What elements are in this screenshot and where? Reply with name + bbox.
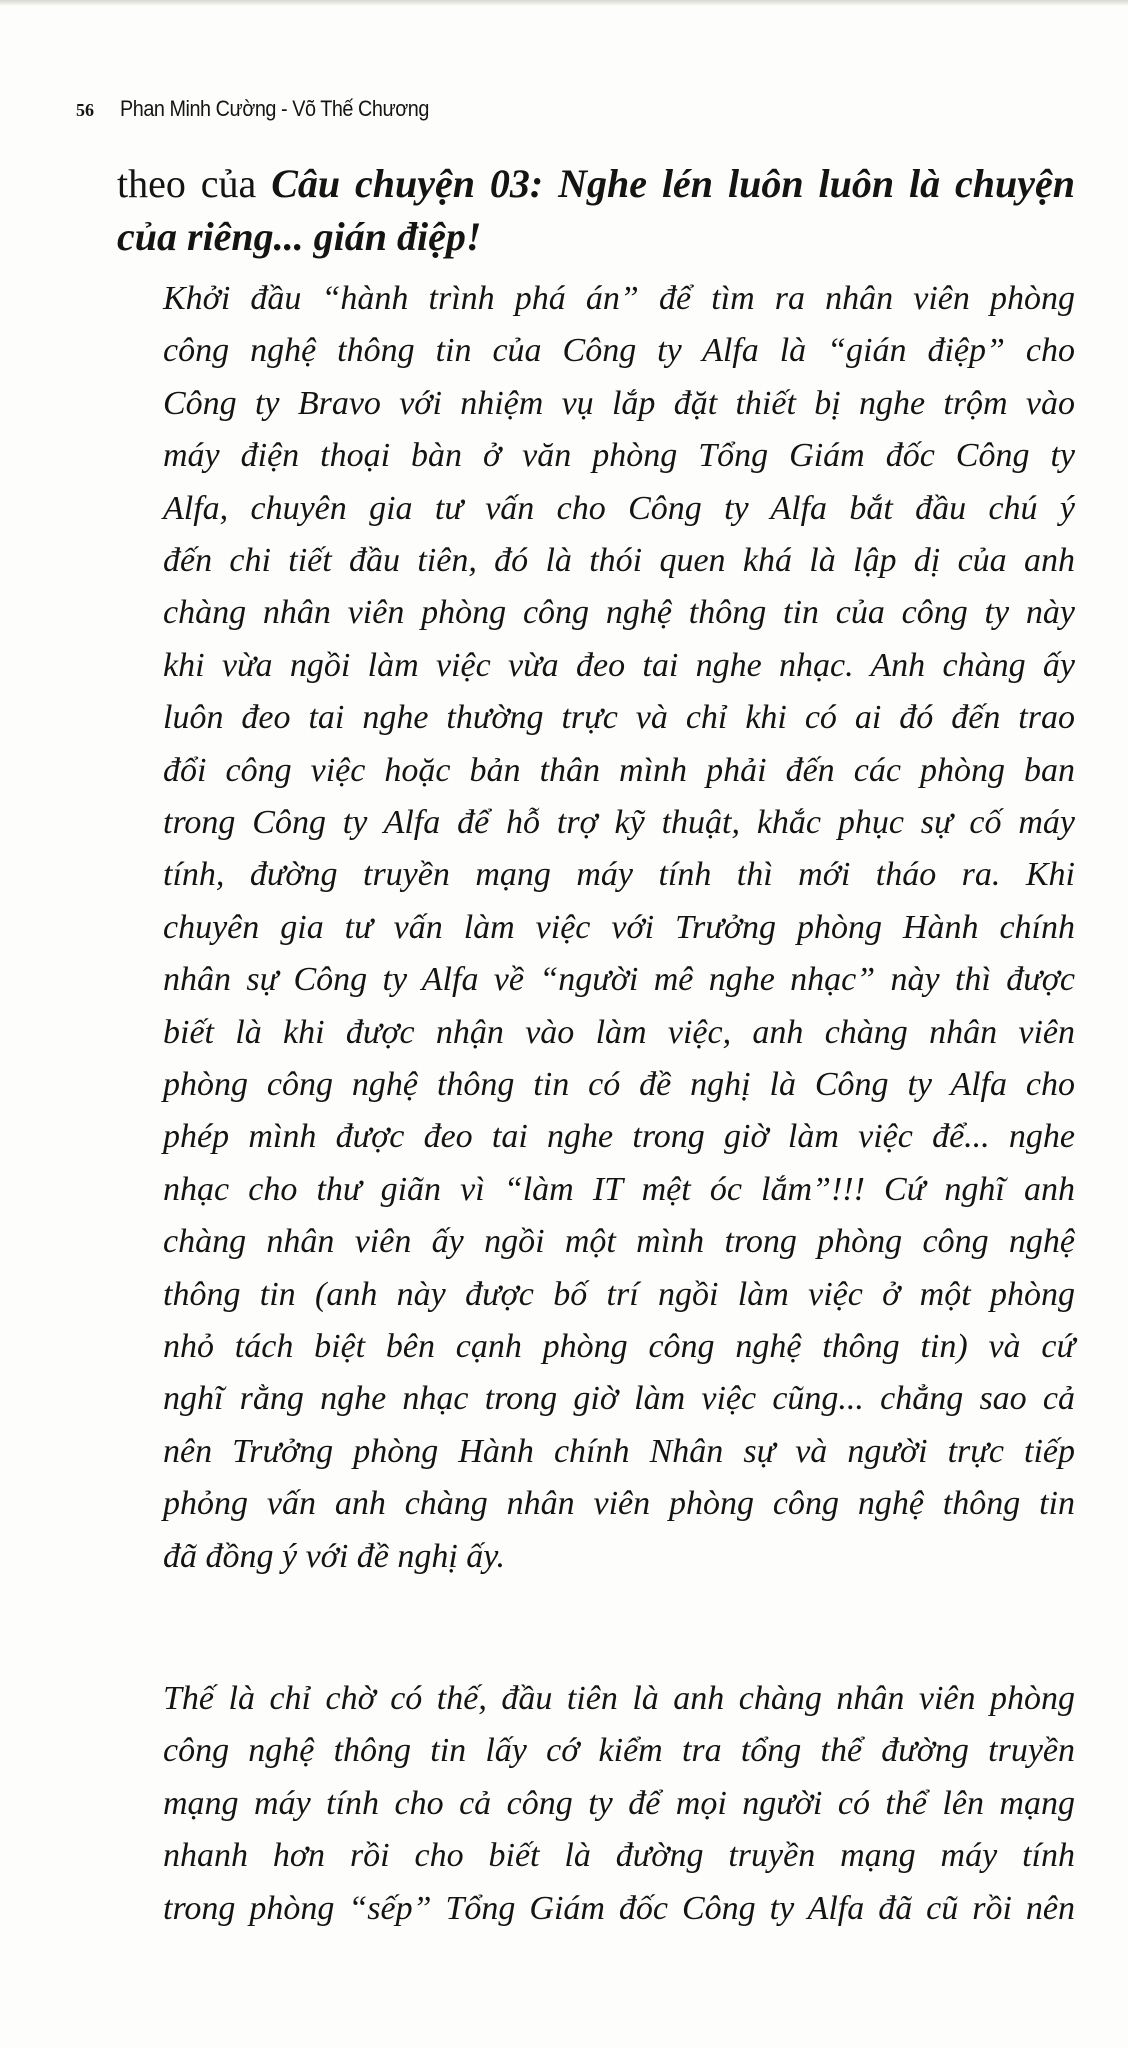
paragraph-1-line: đến chi tiết đầu tiên, đó là thói quen khá là lập dị của anh bbox=[163, 542, 1075, 579]
paragraph-1-line: chuyên gia tư vấn làm việc với Trưởng phòng Hành chính bbox=[163, 908, 1075, 946]
running-header bbox=[76, 96, 464, 122]
paragraph-1-line: nhân sự Công ty Alfa về “người mê nghe nhạc” này thì được bbox=[163, 961, 1075, 999]
paragraph-1-line: Alfa, chuyên gia tư vấn cho Công ty Alfa bắt đầu chú ý bbox=[163, 489, 1075, 527]
paragraph-2-line: mạng máy tính cho cả công ty để mọi người có thể lên mạng bbox=[163, 1784, 1075, 1822]
paragraph-2-line: nhanh hơn rồi cho biết là đường truyền mạng máy tính bbox=[163, 1837, 1075, 1875]
paragraph-2-line: trong phòng “sếp” Tổng Giám đốc Công ty Alfa đã cũ rồi nên bbox=[163, 1889, 1075, 1927]
paragraph-1-line: trong Công ty Alfa để hỗ trợ kỹ thuật, khắc phục sự cố máy bbox=[163, 804, 1075, 841]
paragraph-1-line: tính, đường truyền mạng máy tính thì mới tháo ra. Khi bbox=[163, 856, 1075, 894]
paragraph-1-line: biết là khi được nhận vào làm việc, anh chàng nhân viên bbox=[163, 1013, 1075, 1051]
paragraph-1-line: chàng nhân viên phòng công nghệ thông tin của công ty này bbox=[163, 594, 1075, 632]
paragraph-1-line: Khởi đầu “hành trình phá án” để tìm ra nhân viên phòng bbox=[163, 280, 1075, 317]
paragraph-1-line: phòng công nghệ thông tin có đề nghị là Công ty Alfa cho bbox=[163, 1066, 1075, 1103]
page-number: 56 bbox=[76, 100, 94, 120]
page-top-edge bbox=[0, 0, 1128, 6]
paragraph-1-line: khi vừa ngồi làm việc vừa đeo tai nghe nhạc. Anh chàng ấy bbox=[163, 646, 1075, 684]
story-title: Câu chuyện 03: Nghe lén luôn luôn là chuyện bbox=[271, 161, 1075, 206]
paragraph-1-line: nhỏ tách biệt bên cạnh phòng công nghệ thông tin) và cứ bbox=[163, 1328, 1075, 1365]
paragraph-1-line: phỏng vấn anh chàng nhân viên phòng công nghệ thông tin bbox=[163, 1485, 1075, 1523]
header-authors: Phan Minh Cường - Võ Thế Chương bbox=[120, 96, 430, 121]
paragraph-1-line: thông tin (anh này được bố trí ngồi làm việc ở một phòng bbox=[163, 1275, 1075, 1313]
paragraph-1-line: nên Trưởng phòng Hành chính Nhân sự và người trực tiếp bbox=[163, 1432, 1075, 1470]
paragraph-1-line: nhạc cho thư giãn vì “làm IT mệt óc lắm”!!! Cứ nghĩ anh bbox=[163, 1170, 1075, 1208]
paragraph-1-line: phép mình được đeo tai nghe trong giờ làm việc để... nghe bbox=[163, 1118, 1075, 1156]
paragraph-1-line: luôn đeo tai nghe thường trực và chỉ khi có ai đó đến trao bbox=[163, 699, 1075, 737]
paragraph-1-line: đã đồng ý với đề nghị ấy. bbox=[163, 1537, 506, 1575]
paragraph-2-line: công nghệ thông tin lấy cớ kiểm tra tổng thể đường truyền bbox=[163, 1732, 1075, 1770]
heading-line-2 bbox=[117, 213, 1075, 260]
paragraph-1-line: Công ty Bravo với nhiệm vụ lắp đặt thiết bị nghe trộm vào bbox=[163, 384, 1075, 422]
paragraph-1-line: đổi công việc hoặc bản thân mình phải đến các phòng ban bbox=[163, 751, 1075, 789]
paragraph-1-line: máy điện thoại bàn ở văn phòng Tổng Giám đốc Công ty bbox=[163, 437, 1075, 475]
heading-line-1 bbox=[117, 160, 1075, 207]
story-title-cont: của riêng... gián điệp! bbox=[117, 214, 482, 259]
paragraph-1-line: nghĩ rằng nghe nhạc trong giờ làm việc cũng... chẳng sao cả bbox=[163, 1380, 1075, 1418]
paragraph-1-line: công nghệ thông tin của Công ty Alfa là “gián điệp” cho bbox=[163, 332, 1075, 370]
paragraph-2-line: Thế là chỉ chờ có thế, đầu tiên là anh chàng nhân viên phòng bbox=[163, 1680, 1075, 1717]
paragraph-1-line: chàng nhân viên ấy ngồi một mình trong phòng công nghệ bbox=[163, 1223, 1075, 1261]
heading-prefix: theo của bbox=[117, 161, 272, 206]
